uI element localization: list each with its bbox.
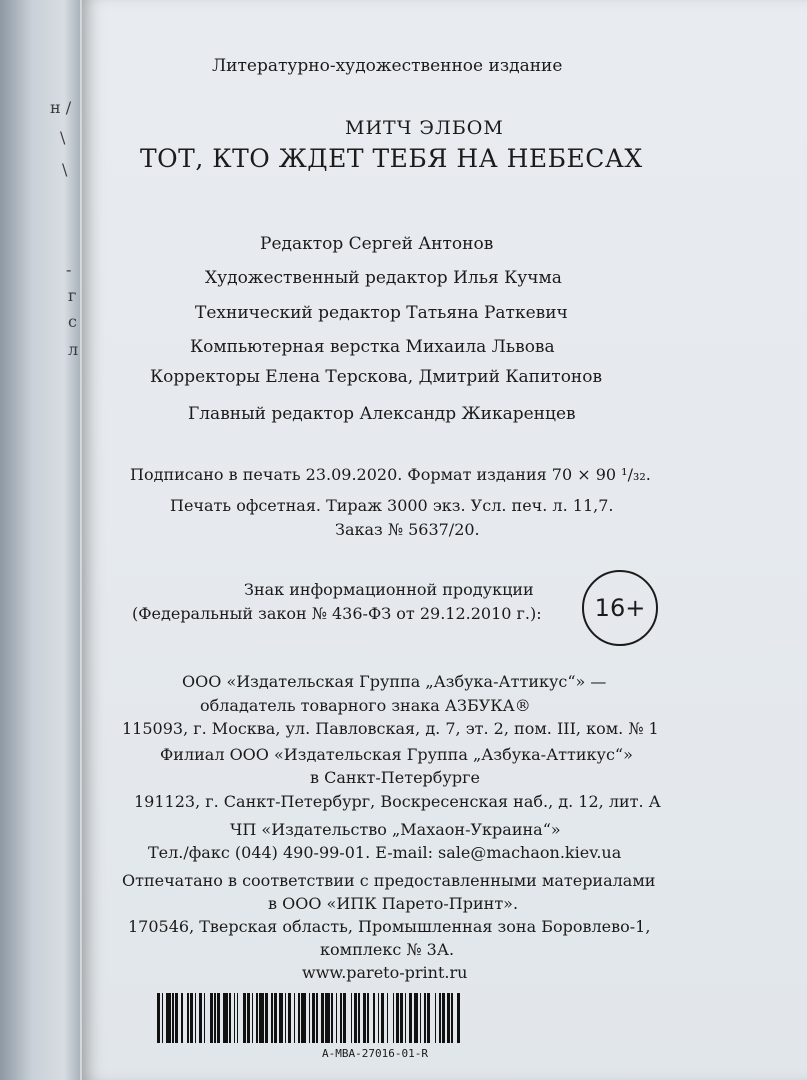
printer-address: комплекс № 3А.: [320, 940, 455, 959]
prev-page-fragment: с: [68, 312, 77, 331]
barcode-text: A-MBA-27016-01-R: [322, 1047, 428, 1060]
prev-page-fragment: г: [68, 286, 77, 305]
print-info-line: Печать офсетная. Тираж 3000 экз. Усл. печ. л. 11,7.: [170, 496, 614, 515]
age-rating-badge: 16+: [582, 570, 658, 646]
previous-page-edge: [0, 0, 80, 1080]
credit-layout: Компьютерная верстка Михаила Львова: [190, 337, 555, 357]
publisher-ukraine: ЧП «Издательство „Махаон-Украина“»: [230, 820, 561, 839]
print-info-line: Подписано в печать 23.09.2020. Формат издания 70 × 90 ¹/₃₂.: [130, 465, 651, 484]
info-sign-law: (Федеральный закон № 436-ФЗ от 29.12.2010 г.):: [132, 604, 542, 623]
credit-tech-editor: Технический редактор Татьяна Раткевич: [195, 303, 568, 323]
author-name: МИТЧ ЭЛБОМ: [345, 117, 504, 139]
prev-page-fragment: \: [60, 128, 66, 147]
publisher-branch: Филиал ООО «Издательская Группа „Азбука-Аттикус“»: [160, 745, 633, 764]
publisher-branch-address: 191123, г. Санкт-Петербург, Воскресенская наб., д. 12, лит. А: [134, 792, 661, 811]
printer-line: в ООО «ИПК Парето-Принт».: [268, 894, 519, 913]
order-number: Заказ № 5637/20.: [335, 520, 480, 539]
edition-type: Литературно-художественное издание: [212, 56, 563, 76]
prev-page-fragment: л: [68, 340, 79, 359]
book-title: ТОТ, КТО ЖДЕТ ТЕБЯ НА НЕБЕСАХ: [140, 144, 643, 173]
publisher-address: 115093, г. Москва, ул. Павловская, д. 7, эт. 2, пом. III, ком. № 1: [122, 719, 659, 738]
prev-page-fragment: \: [62, 160, 68, 179]
publisher-contacts: Тел./факс (044) 490-99-01. E-mail: sale@machaon.kiev.ua: [148, 843, 622, 862]
publisher-branch-city: в Санкт-Петербурге: [310, 768, 480, 787]
barcode-bar: [460, 993, 462, 1043]
prev-page-fragment: -: [66, 260, 72, 279]
printer-address: 170546, Тверская область, Промышленная зона Боровлево-1,: [128, 917, 651, 936]
publisher-line: обладатель товарного знака АЗБУКА®: [200, 696, 531, 715]
barcode: [157, 993, 612, 1043]
printer-line: Отпечатано в соответствии с предоставленными материалами: [122, 871, 656, 890]
credit-editor: Редактор Сергей Антонов: [260, 234, 494, 254]
credit-chief-editor: Главный редактор Александр Жикаренцев: [188, 404, 576, 424]
info-sign-label: Знак информационной продукции: [244, 580, 534, 599]
credit-art-editor: Художественный редактор Илья Кучма: [205, 268, 562, 288]
publisher-line: ООО «Издательская Группа „Азбука-Аттикус“» —: [182, 672, 607, 691]
printer-website: www.pareto-print.ru: [302, 963, 468, 982]
credit-proofreaders: Корректоры Елена Терскова, Дмитрий Капитонов: [150, 367, 603, 387]
prev-page-fragment: н /: [50, 98, 72, 117]
imprint-page: [82, 0, 807, 1080]
